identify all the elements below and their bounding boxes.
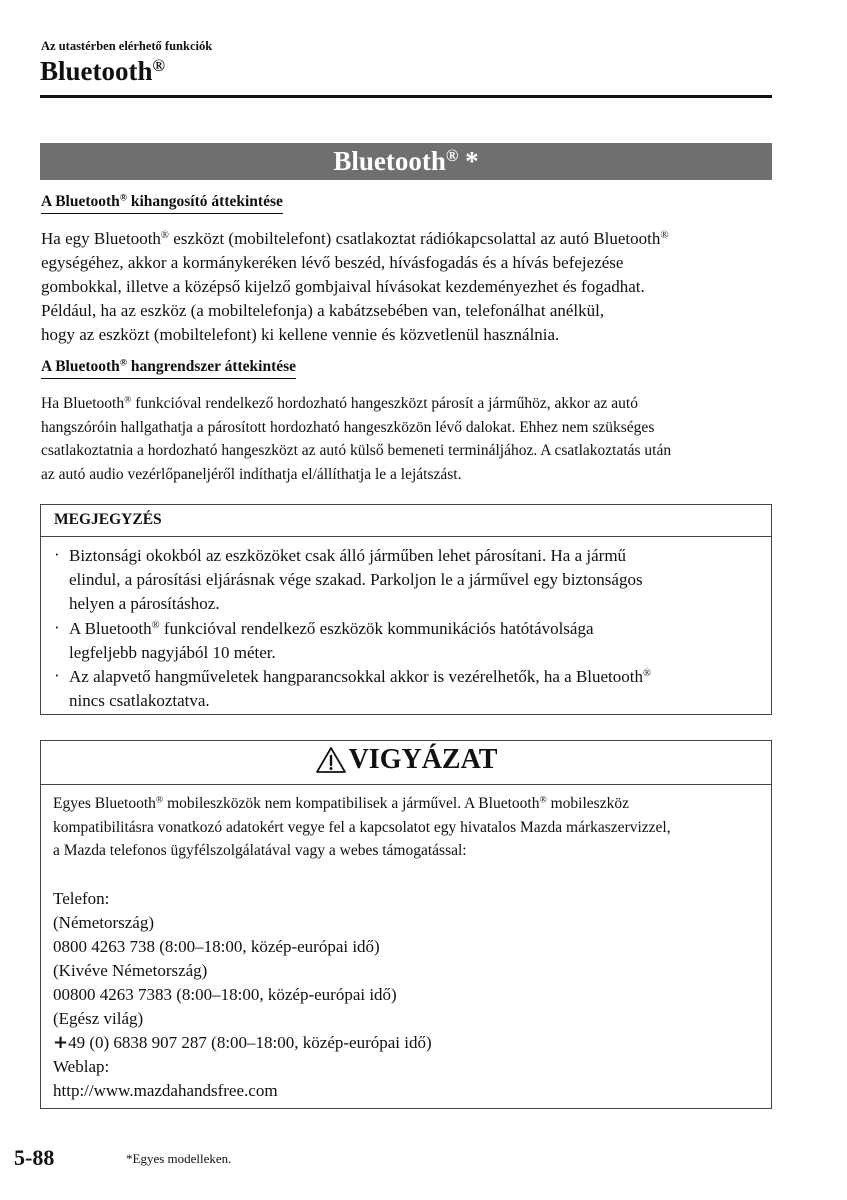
caution-header	[41, 741, 771, 785]
note-line: helyen a párosításhoz.	[69, 594, 220, 614]
web-link[interactable]: http://www.mazdahandsfree.com	[53, 1081, 278, 1101]
paragraph-line: Például, ha az eszköz (a mobiltelefonja) a kabátzsebében van, telefonálhat anélkül,	[41, 300, 605, 320]
paragraph-line: hogy az eszközt (mobiltelefont) ki kellene vennie és közvetlenül használnia.	[41, 324, 560, 344]
note-bullet	[54, 544, 766, 568]
note-line: A Bluetooth® funkcióval rendelkező eszközök kommunikációs hatótávolsága	[69, 618, 594, 638]
bullet-dot-icon: ·	[54, 666, 60, 686]
contact-line: (Egész világ)	[53, 1009, 144, 1029]
caution-line: a Mazda telefonos ügyfélszolgálatával vagy a webes támogatással:	[53, 842, 467, 860]
note-line: Biztonsági okokból az eszközöket csak álló járműben lehet párosítani. Ha a jármű	[69, 546, 627, 565]
web-label: Weblap:	[53, 1057, 110, 1077]
note-header	[41, 505, 771, 537]
paragraph-line: csatlakoztatnia a hordozható hangeszközt az autó külső bemeneti termináljához. A csatlakoztatás után	[41, 442, 672, 460]
contact-line: (Kivéve Németország)	[53, 961, 208, 981]
paragraph-line: gombokkal, illetve a középső kijelző gombjaival hívásokat kezdeményezhet és fogadhat.	[41, 276, 645, 296]
page-number: 5-88	[14, 1145, 55, 1170]
paragraph-line: hangszóróin hallgathatja a párosított hordozható hangeszközön lévő dalokat. Ehhez nem szükséges	[41, 418, 655, 436]
chapter-banner: Bluetooth® *	[40, 143, 772, 180]
caution-line: kompatibilitásra vonatkozó adatokért vegye fel a kapcsolatot egy hivatalos Mazda márkaszervizzel,	[53, 818, 671, 836]
contact-line: 00800 4263 7383 (8:00–18:00, közép-európai idő)	[53, 985, 397, 1005]
footnote: *Egyes modelleken.	[126, 1151, 232, 1166]
bullet-dot-icon: ·	[54, 545, 60, 564]
intl-phone-line	[53, 1031, 765, 1055]
intl-phone: 49 (0) 6838 907 287 (8:00–18:00, közép-európai idő)	[68, 1033, 432, 1053]
paragraph-line: Ha egy Bluetooth® eszközt (mobiltelefont) csatlakoztat rádiókapcsolattal az autó Bluetooth®	[41, 229, 669, 248]
note-title: MEGJEGYZÉS	[54, 511, 162, 528]
note-body	[54, 544, 766, 713]
page-title: Bluetooth®	[40, 55, 166, 86]
caution-box	[40, 740, 772, 1109]
note-line: nincs csatlakoztatva.	[69, 691, 210, 711]
section-label: Az utastérben elérhető funkciók	[41, 39, 213, 53]
caution-body	[53, 792, 765, 1103]
section-heading-handsfree: A Bluetooth® kihangosító áttekintése	[41, 192, 283, 214]
contact-line: (Németország)	[53, 913, 155, 933]
note-box	[40, 504, 772, 715]
note-bullet	[54, 665, 766, 689]
note-bullet	[54, 617, 766, 641]
caution-title: VIGYÁZAT	[348, 744, 498, 775]
paragraph-audio	[41, 392, 781, 486]
paragraph-line: egységéhez, akkor a kormánykeréken lévő beszéd, hívásfogadás és a hívás befejezése	[41, 252, 624, 272]
contact-line: 0800 4263 738 (8:00–18:00, közép-európai idő)	[53, 937, 380, 957]
warning-triangle-icon	[315, 746, 347, 774]
section-heading-audio: A Bluetooth® hangrendszer áttekintése	[41, 357, 296, 379]
bullet-dot-icon: ·	[54, 617, 60, 637]
note-line: legfeljebb nagyjából 10 méter.	[69, 642, 276, 662]
header-divider	[40, 95, 772, 98]
note-line: elindul, a párosítási eljárásnak vége szakad. Parkoljon le a járművel egy biztonságos	[69, 570, 643, 590]
paragraph-handsfree	[41, 227, 781, 347]
caution-title-row	[41, 744, 771, 776]
plus-icon: +	[53, 1032, 69, 1054]
caution-line: Egyes Bluetooth® mobileszközök nem kompatibilisek a járművel. A Bluetooth® mobileszköz	[53, 794, 629, 812]
note-line: Az alapvető hangműveletek hangparancsokkal akkor is vezérelhetők, ha a Bluetooth®	[69, 667, 652, 687]
paragraph-line: Ha Bluetooth® funkcióval rendelkező hordozható hangeszközt párosít a járműhöz, akkor az autó	[41, 394, 638, 412]
paragraph-line: az autó audio vezérlőpaneljéről indíthatja el/állíthatja le a lejátszást.	[41, 465, 462, 483]
contact-line: Telefon:	[53, 889, 110, 909]
